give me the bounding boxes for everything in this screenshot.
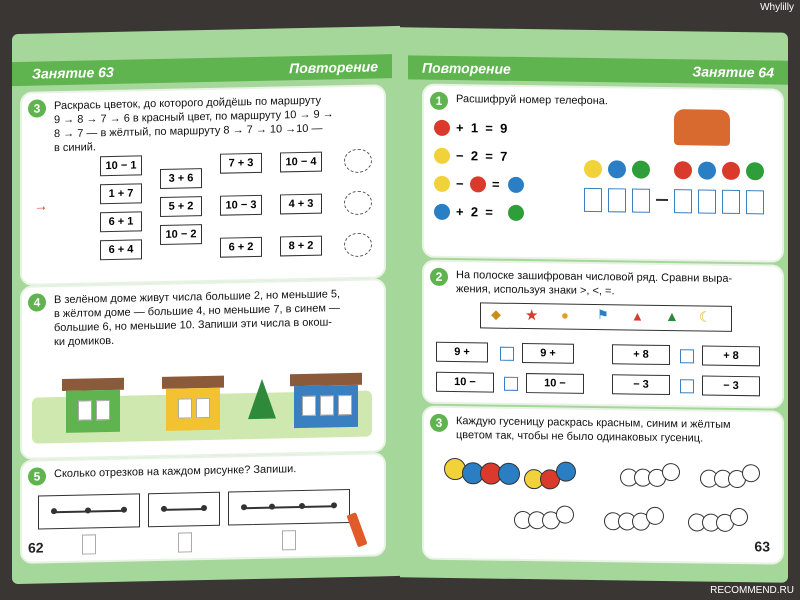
caterpillar[interactable] <box>444 454 534 485</box>
color-circle <box>434 148 450 164</box>
maze-box: 4 + 3 <box>280 194 322 215</box>
caterpillar[interactable] <box>524 455 604 490</box>
tree-icon: ▲ <box>665 307 679 325</box>
caterpillar[interactable] <box>604 502 684 533</box>
lesson-title: Занятие 63 <box>32 63 114 82</box>
color-circle <box>722 162 740 180</box>
compare-expression: 9 + <box>436 342 488 363</box>
maze-box: 10 − 1 <box>100 155 142 176</box>
compare-expression: − 3 <box>612 374 670 395</box>
caterpillar-segment <box>556 461 576 481</box>
segment-point <box>85 507 91 513</box>
color-circle <box>434 176 450 192</box>
apple-icon: ● <box>561 307 569 323</box>
compare-expression: 10 − <box>526 373 584 394</box>
exercise-number: 1 <box>430 92 448 110</box>
blue-house <box>290 373 362 429</box>
color-circle <box>508 177 524 193</box>
color-circle <box>508 205 524 221</box>
caterpillar[interactable] <box>620 460 690 491</box>
house-window[interactable] <box>320 395 334 415</box>
compare-answer-box[interactable] <box>680 349 694 363</box>
maze-box: 10 − 4 <box>280 152 322 173</box>
exercise-text: На полоске зашифрован числовой ряд. Сравни выра- жения, используя знаки >, <, =. <box>456 269 733 298</box>
digit-box[interactable] <box>698 189 716 213</box>
right-header <box>408 55 788 84</box>
page-number: 62 <box>28 539 44 556</box>
segment-point <box>51 508 57 514</box>
watermark-top: Whylilly <box>760 2 794 13</box>
segment-point <box>269 504 275 510</box>
exercise-number: 3 <box>430 414 448 432</box>
telephone-icon <box>674 109 730 146</box>
flower-icon[interactable] <box>344 191 372 216</box>
mushroom-icon: ▲ <box>631 308 644 324</box>
exercise-number: 2 <box>430 268 448 286</box>
answer-box[interactable] <box>282 530 296 550</box>
fish-icon: ◆ <box>491 306 501 322</box>
color-circle <box>632 161 650 179</box>
exercise-1-card <box>422 84 784 263</box>
maze-box: 1 + 7 <box>100 183 142 204</box>
exercise-text: Сколько отрезков на каждом рисунке? Запиши. <box>54 463 297 481</box>
house-wall <box>66 390 120 433</box>
caterpillar[interactable] <box>700 461 770 492</box>
segment-line <box>163 508 205 511</box>
segment-point <box>331 502 337 508</box>
caterpillar-segment <box>730 508 748 526</box>
compare-expression: − 3 <box>702 376 760 397</box>
compare-answer-box[interactable] <box>500 347 514 361</box>
house-wall <box>166 388 220 431</box>
house-window[interactable] <box>302 396 316 416</box>
maze-box: 10 − 3 <box>220 195 262 216</box>
exercise-5-card <box>20 452 386 564</box>
equation-text: + 2 = <box>456 204 493 220</box>
segment-point <box>299 503 305 509</box>
segment-figure <box>148 492 220 528</box>
equation-text: − 2 = 7 <box>456 148 508 164</box>
flower-icon[interactable] <box>344 149 372 174</box>
color-circle <box>608 160 626 178</box>
answer-box[interactable] <box>178 532 192 552</box>
symbol-strip <box>480 302 732 332</box>
exercise-2-card <box>422 260 784 409</box>
left-page <box>12 26 400 584</box>
tree-icon <box>248 379 276 420</box>
segment-point <box>121 507 127 513</box>
exercise-text: Расшифруй номер телефона. <box>456 93 608 108</box>
right-page <box>400 27 788 582</box>
segment-figure <box>228 489 350 526</box>
digit-box[interactable] <box>722 190 740 214</box>
moon-icon: ☾ <box>699 308 712 325</box>
exercise-number: 4 <box>28 293 46 311</box>
section-title: Повторение <box>289 58 378 77</box>
compare-expression: 10 − <box>436 372 494 393</box>
equation-text: + 1 = 9 <box>456 120 508 136</box>
lesson-title: Занятие 64 <box>692 63 774 81</box>
equation-text: − <box>456 176 464 192</box>
segment-point <box>201 505 207 511</box>
house-window[interactable] <box>196 398 210 418</box>
yellow-house <box>162 376 224 431</box>
answer-box[interactable] <box>82 534 96 554</box>
color-circle <box>698 161 716 179</box>
green-house <box>62 378 124 433</box>
section-title: Повторение <box>422 59 511 77</box>
star-icon: ★ <box>525 307 539 325</box>
digit-box[interactable] <box>608 188 626 212</box>
compare-expression: + 8 <box>702 346 760 367</box>
house-window[interactable] <box>78 400 92 420</box>
start-arrow-icon: → <box>34 197 48 214</box>
compare-answer-box[interactable] <box>680 379 694 393</box>
exercise-text: Каждую гусеницу раскрась красным, синим и жёлтым цветом так, чтобы не было одинаковых гусениц. <box>456 415 731 445</box>
caterpillar[interactable] <box>688 503 768 534</box>
color-circle <box>746 162 764 180</box>
exercise-number: 5 <box>28 467 46 485</box>
digit-box[interactable] <box>746 190 764 214</box>
segment-point <box>161 506 167 512</box>
left-header <box>12 54 392 86</box>
pencil-mascot-icon <box>346 512 367 547</box>
maze-box: 3 + 6 <box>160 168 202 189</box>
maze-box: 5 + 2 <box>160 196 202 217</box>
dash <box>656 199 668 201</box>
caterpillar-segment <box>662 463 680 481</box>
caterpillar-segment <box>646 507 664 525</box>
segment-figure <box>38 493 140 529</box>
open-workbook <box>0 30 800 600</box>
compare-expression: 9 + <box>522 343 574 364</box>
color-circle <box>470 176 486 192</box>
exercise-text: В зелёном доме живут числа большие 2, но меньшие 5, в жёлтом доме — большие 4, но меньшие 7, в синем — большие 6, но меньшие 10. Запиши эти числа в окош- ки домиков. <box>54 288 341 349</box>
maze-box: 7 + 3 <box>220 153 262 174</box>
exercise-4-card <box>20 278 386 460</box>
page-number: 63 <box>754 538 770 555</box>
digit-box[interactable] <box>584 188 602 212</box>
digit-box[interactable] <box>632 189 650 213</box>
caterpillar[interactable] <box>514 501 594 532</box>
maze-box: 6 + 4 <box>100 239 142 260</box>
maze-box: 6 + 2 <box>220 237 262 258</box>
house-window[interactable] <box>338 395 352 415</box>
house-window[interactable] <box>96 400 110 420</box>
digit-box[interactable] <box>674 189 692 213</box>
compare-expression: + 8 <box>612 344 670 365</box>
flower-icon[interactable] <box>344 233 372 258</box>
compare-answer-box[interactable] <box>504 377 518 391</box>
exercise-3-card <box>422 406 784 565</box>
exercise-number: 3 <box>28 99 46 117</box>
color-circle <box>584 160 602 178</box>
segment-line <box>243 505 335 509</box>
maze-box: 6 + 1 <box>100 211 142 232</box>
color-circle <box>434 204 450 220</box>
maze-box: 8 + 2 <box>280 236 322 257</box>
flag-icon: ⚑ <box>597 307 609 323</box>
house-window[interactable] <box>178 398 192 418</box>
exercise-text: Раскрась цветок, до которого дойдёшь по маршруту 9 → 8 → 7 → 6 в красный цвет, по маршруту 10 → 9 → 8 → 7 — в жёлтый, по маршруту 8 → 7 → 10 →10 — в синий. <box>54 94 334 155</box>
equals-sign: = <box>492 176 500 192</box>
watermark-bottom: RECOMMEND.RU <box>710 585 794 596</box>
caterpillar-segment <box>742 464 760 482</box>
color-circle <box>674 161 692 179</box>
caterpillar-segment <box>556 505 574 523</box>
exercise-3-card <box>20 84 386 286</box>
maze-box: 10 − 2 <box>160 224 202 245</box>
segment-point <box>241 504 247 510</box>
caterpillar-segment <box>498 463 520 485</box>
color-circle <box>434 120 450 136</box>
